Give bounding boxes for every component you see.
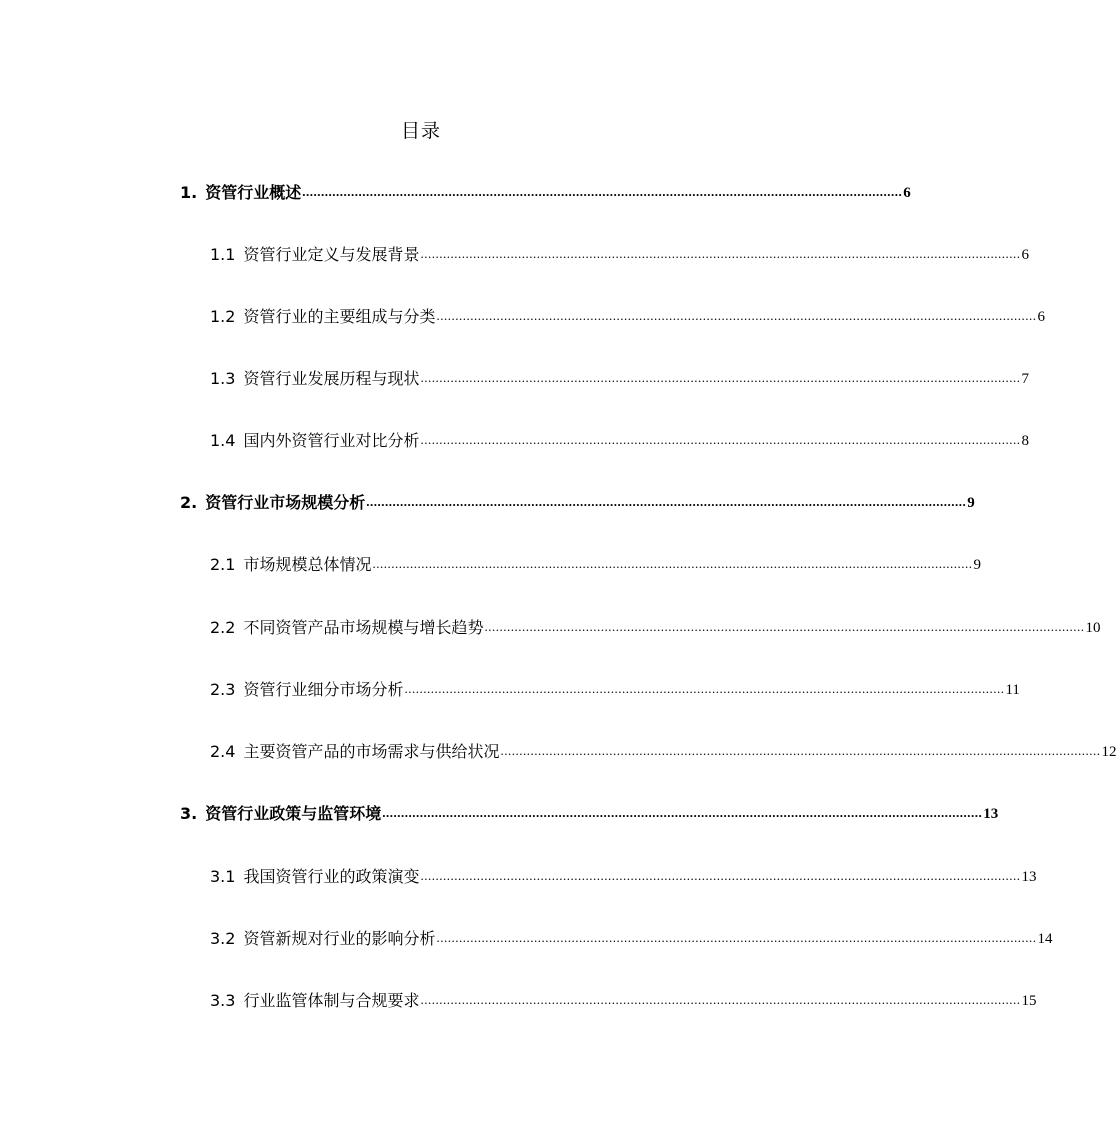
toc-leader-dots: ................................................................................................................................................................ <box>420 992 1021 1007</box>
toc-entry-label: 3.1 我国资管行业的政策演变 <box>210 867 420 886</box>
toc-entry-label: 3.2 资管新规对行业的影响分析 <box>210 929 436 948</box>
toc-page-number: 6 <box>1037 309 1045 325</box>
toc-page-number: 15 <box>1021 993 1037 1009</box>
toc-leader-dots: ................................................................................................................................................................ <box>484 619 1085 634</box>
toc-entry-label: 1.3 资管行业发展历程与现状 <box>210 369 420 388</box>
toc-entry[interactable] <box>210 426 1029 452</box>
toc-entry-label: 1.2 资管行业的主要组成与分类 <box>210 307 436 326</box>
toc-page-number: 7 <box>1021 371 1029 387</box>
toc-entry[interactable] <box>210 675 1020 701</box>
toc-page-number: 6 <box>1021 247 1029 263</box>
toc-entry-label: 2.2 不同资管产品市场规模与增长趋势 <box>210 618 484 637</box>
toc-entry[interactable] <box>210 862 1037 888</box>
toc-leader-dots: ................................................................................................................................................................ <box>500 743 1101 758</box>
toc-entry[interactable] <box>210 924 1053 950</box>
toc-leader-dots: ................................................................................................................................................................ <box>404 681 1005 696</box>
toc-entry[interactable] <box>210 737 1116 763</box>
toc-entry[interactable] <box>210 550 981 576</box>
toc-leader-dots: ................................................................................................................................................................ <box>366 494 967 509</box>
toc-leader-dots: ................................................................................................................................................................ <box>372 556 973 571</box>
toc-entry-label: 2. 资管行业市场规模分析 <box>180 493 366 512</box>
toc-entry[interactable] <box>180 488 975 514</box>
toc-page-number: 12 <box>1101 744 1116 760</box>
toc-page-number: 13 <box>983 806 999 822</box>
toc-page-number: 6 <box>903 185 911 201</box>
toc-leader-dots: ................................................................................................................................................................ <box>436 308 1037 323</box>
toc-page-number: 13 <box>1021 869 1037 885</box>
toc-entry-label: 3.3 行业监管体制与合规要求 <box>210 991 420 1010</box>
toc-page-number: 9 <box>967 495 975 511</box>
toc-entry-label: 1. 资管行业概述 <box>180 183 302 202</box>
toc-entry-label: 2.4 主要资管产品的市场需求与供给状况 <box>210 742 500 761</box>
toc-entry[interactable] <box>210 240 1029 266</box>
toc-leader-dots: ................................................................................................................................................................ <box>420 868 1021 883</box>
toc-leader-dots: ................................................................................................................................................................ <box>436 930 1037 945</box>
toc-page-number: 14 <box>1037 931 1053 947</box>
toc-entry-label: 2.3 资管行业细分市场分析 <box>210 680 404 699</box>
toc-leader-dots: ................................................................................................................................................................ <box>302 184 903 199</box>
toc-title: 目录 <box>400 120 441 142</box>
toc-entry[interactable] <box>210 986 1037 1012</box>
toc-entry[interactable] <box>210 302 1045 328</box>
toc-entry-label: 1.1 资管行业定义与发展背景 <box>210 245 420 264</box>
toc-entry[interactable] <box>180 799 999 825</box>
toc-leader-dots: ................................................................................................................................................................ <box>382 805 983 820</box>
toc-leader-dots: ................................................................................................................................................................ <box>420 370 1021 385</box>
toc-entry-label: 3. 资管行业政策与监管环境 <box>180 804 382 823</box>
toc-leader-dots: ................................................................................................................................................................ <box>420 432 1021 447</box>
toc-page-number: 9 <box>973 557 981 573</box>
toc-page-number: 11 <box>1005 682 1020 698</box>
toc-entry-label: 1.4 国内外资管行业对比分析 <box>210 431 420 450</box>
toc-page-number: 8 <box>1021 433 1029 449</box>
toc-entry[interactable] <box>210 613 1101 639</box>
toc-entry[interactable] <box>210 364 1029 390</box>
toc-page-number: 10 <box>1085 620 1101 636</box>
toc-entry[interactable] <box>180 178 911 204</box>
toc-leader-dots: ................................................................................................................................................................ <box>420 246 1021 261</box>
toc-entry-label: 2.1 市场规模总体情况 <box>210 555 372 574</box>
